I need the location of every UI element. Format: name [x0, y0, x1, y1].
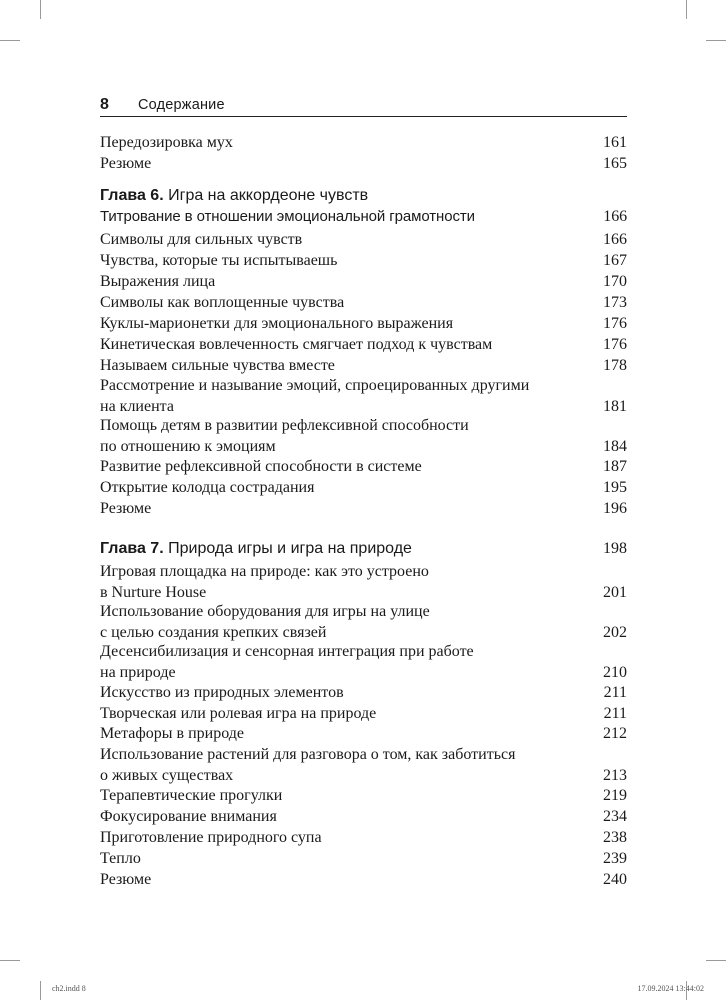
toc-entry-title: Помощь детям в развитии рефлексивной способности [100, 417, 469, 434]
toc-entry-title-continued: по отношению к эмоциям [100, 438, 276, 455]
toc-entry-title: Куклы-марионетки для эмоционального выражения [100, 315, 454, 332]
toc-entry-page: 178 [603, 357, 627, 374]
toc-entry-title-continued: с целью создания крепких связей [100, 624, 327, 641]
toc-entry-title: Развитие рефлексивной способности в системе [100, 458, 422, 475]
toc-entry [100, 744, 627, 786]
toc-entry [100, 271, 627, 292]
toc-entry-page: 161 [603, 134, 627, 151]
toc-entry [100, 641, 627, 683]
toc-entry-title: Чувства, которые ты испытываешь [100, 252, 338, 269]
toc-entry-page: 239 [603, 850, 627, 867]
toc-entry-title: Символы для сильных чувств [100, 231, 303, 248]
toc-entry-title: Резюме [100, 871, 152, 888]
chapter-title: Игра на аккордеоне чувств [163, 187, 369, 204]
toc-entry-title: Игровая площадка на природе: как это устроено [100, 563, 429, 580]
toc-entry [100, 601, 627, 643]
toc-entry-page: 167 [603, 252, 627, 269]
crop-mark [40, 0, 41, 19]
toc-entry-title: Терапевтические прогулки [100, 787, 283, 804]
toc-entry-title: Открытие колодца сострадания [100, 479, 315, 496]
crop-mark [40, 981, 41, 1000]
toc-entry-title: Творческая или ролевая игра на природе [100, 705, 377, 722]
toc-entry-title-continued: в Nurture House [100, 584, 207, 601]
print-slug-file: ch2.indd 8 [52, 984, 86, 993]
toc-entry-title: Использование оборудования для игры на улице [100, 603, 430, 620]
toc-entry-title: Кинетическая вовлеченность смягчает подход к чувствам [100, 336, 493, 353]
chapter-label: Глава 6. [100, 187, 164, 204]
toc-entry-title: Метафоры в природе [100, 725, 244, 742]
chapter-label: Глава 7. [100, 540, 164, 557]
page-number: 8 [100, 96, 109, 113]
toc-entry-page: 181 [603, 398, 627, 415]
toc-entry-page: 173 [603, 294, 627, 311]
toc-entry-title: Использование растений для разговора о том, как заботиться [100, 746, 516, 763]
toc-entry [100, 132, 627, 153]
toc-entry [100, 313, 627, 334]
toc-entry-title: Приготовление природного супа [100, 829, 322, 846]
toc-entry [100, 498, 627, 519]
toc-entry [100, 375, 627, 417]
toc-entry-page: 212 [603, 725, 627, 742]
page-title: Содержание [138, 97, 225, 113]
toc-entry-title-continued: о живых существах [100, 767, 234, 784]
toc-entry-page: 219 [603, 787, 627, 804]
toc-entry-title: Резюме [100, 155, 152, 172]
toc-entry-page: 210 [603, 664, 627, 681]
toc-entry [100, 292, 627, 313]
toc-entry-title: Десенсибилизация и сенсорная интеграция при работе [100, 643, 474, 660]
toc-entry [100, 355, 627, 376]
toc-entry-page: 184 [603, 438, 627, 455]
toc-entry-page: 238 [603, 829, 627, 846]
toc-entry [100, 334, 627, 355]
toc-entry [100, 415, 627, 457]
toc-entry-title: Искусство из природных элементов [100, 684, 344, 701]
chapter-heading [100, 185, 627, 206]
toc-entry-page: 196 [603, 500, 627, 517]
toc-entry-title: Рассмотрение и называние эмоций, спроецированных другими [100, 377, 530, 394]
chapter-page: 198 [603, 540, 627, 557]
toc-entry-page: 187 [603, 458, 627, 475]
toc-entry-page: 202 [603, 624, 627, 641]
toc-entry [100, 250, 627, 271]
toc-entry [100, 561, 627, 603]
toc-entry-title-continued: на природе [100, 664, 176, 681]
toc-entry-page: 201 [603, 584, 627, 601]
running-header [100, 96, 627, 117]
toc-entry-page: 240 [603, 871, 627, 888]
toc-entry-page: 165 [603, 155, 627, 172]
toc-entry [100, 456, 627, 477]
toc-entry-page: 234 [603, 808, 627, 825]
crop-mark [0, 960, 20, 961]
toc-entry [100, 827, 627, 848]
toc-entry [100, 703, 627, 724]
toc-entry-title: Передозировка мух [100, 134, 233, 151]
toc-entry-title: Резюме [100, 500, 152, 517]
toc-entry-title: Выражения лица [100, 273, 216, 290]
toc-entry [100, 206, 627, 227]
toc-entry-page: 166 [603, 231, 627, 248]
toc-entry [100, 682, 627, 703]
crop-mark [0, 40, 20, 41]
toc-entry-page: 213 [603, 767, 627, 784]
toc-entry-title: Фокусирование внимания [100, 808, 277, 825]
toc-entry [100, 229, 627, 250]
toc-entry-page: 211 [603, 684, 627, 701]
toc-entry [100, 785, 627, 806]
toc-entry-page: 166 [603, 208, 627, 225]
toc-entry [100, 848, 627, 869]
crop-mark [706, 960, 726, 961]
crop-mark [686, 0, 687, 19]
toc-entry-page: 176 [603, 336, 627, 353]
toc-entry [100, 806, 627, 827]
toc-entry [100, 477, 627, 498]
toc-entry-title-continued: на клиента [100, 398, 174, 415]
toc-entry-page: 211 [603, 705, 627, 722]
toc-entry-page: 170 [603, 273, 627, 290]
chapter-title: Природа игры и игра на природе [163, 540, 412, 557]
toc-entry-page: 176 [603, 315, 627, 332]
toc-entry-title: Называем сильные чувства вместе [100, 357, 335, 374]
toc-entry-page: 195 [603, 479, 627, 496]
print-slug-datetime: 17.09.2024 13:44:02 [637, 984, 704, 993]
chapter-heading [100, 538, 627, 559]
toc-entry [100, 869, 627, 890]
toc-entry-title: Символы как воплощенные чувства [100, 294, 345, 311]
toc-entry [100, 153, 627, 174]
toc-entry-title: Титрование в отношении эмоциональной грамотности [100, 208, 475, 225]
crop-mark [706, 40, 726, 41]
toc-entry [100, 723, 627, 744]
toc-entry-title: Тепло [100, 850, 141, 867]
